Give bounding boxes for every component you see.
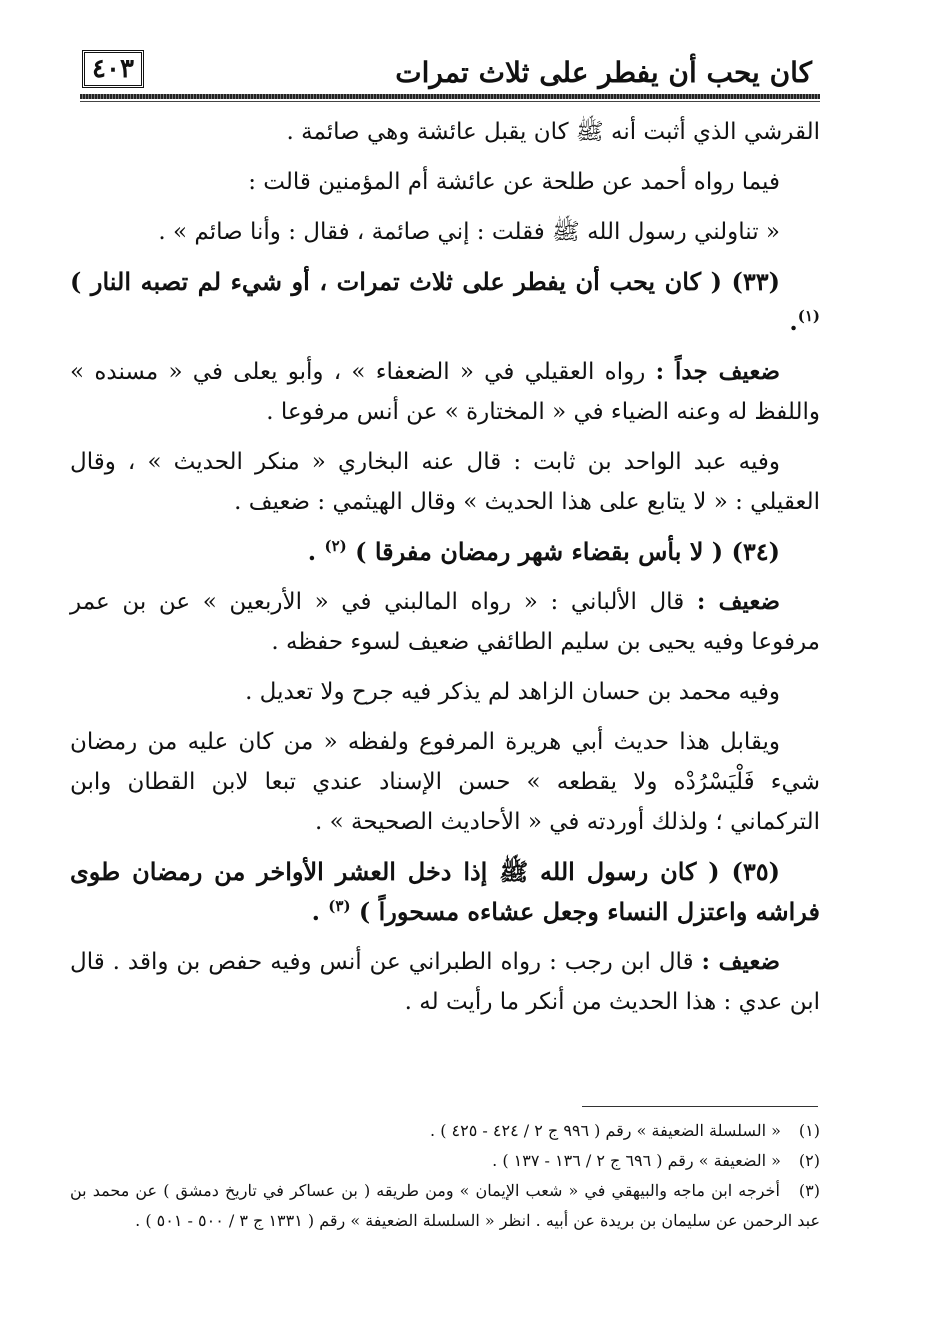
footnote-ref: (٣) xyxy=(328,897,351,915)
paragraph: وفيه محمد بن حسان الزاهد لم يذكر فيه جرح ولا تعديل . xyxy=(245,679,780,705)
hadith-heading-text: (٣٤) ( لا بأس بقضاء شهر رمضان مفرقا ) xyxy=(355,537,780,566)
page-header xyxy=(80,42,820,94)
paragraph: « تناولني رسول الله ﷺ فقلت : إني صائمة ، فقال : وأنا صائم » . xyxy=(158,219,780,245)
hadith-heading-text: (٣٣) ( كان يحب أن يفطر على ثلاث تمرات ، أو شيء لم تصبه النار ) xyxy=(70,267,780,296)
paragraph xyxy=(70,582,820,662)
footnote-ref: (١) xyxy=(797,307,820,325)
footnote-number: (١) xyxy=(798,1121,820,1140)
footnote-number: (٣) xyxy=(798,1181,821,1200)
footnotes xyxy=(70,1116,820,1236)
footnote-text: « السلسلة الضعيفة » رقم ( ٩٩٦ ج ٢ / ٤٢٤ - ٤٢٥ ) . xyxy=(430,1121,781,1140)
hadith-heading-34: (٣٤) ( لا بأس بقضاء شهر رمضان مفرقا ) $^{(٢)}$ . xyxy=(307,537,780,566)
footnote-number: (٢) xyxy=(798,1151,820,1170)
grading-label: ضعيف : xyxy=(696,588,780,615)
header-rule-thin xyxy=(80,101,820,102)
paragraph xyxy=(70,942,820,1022)
footnote xyxy=(70,1116,820,1146)
page-number: ٤٠٣ xyxy=(82,50,144,88)
hadith-heading-text: (٣٥) ( كان رسول الله ﷺ إذا دخل العشر الأواخر من رمضان طوى فراشه واعتزل النساء وجعل عشاءه مسحوراً ) xyxy=(70,857,820,926)
main-text xyxy=(70,112,820,1032)
footnote xyxy=(70,1146,820,1176)
paragraph-text: قال الألباني : « رواه المالبني في « الأربعين » عن بن عمر مرفوعا وفيه يحيى بن سليم الطائفي ضعيف لسوء حفظه . xyxy=(70,589,820,655)
paragraph: وفيه عبد الواحد بن ثابت : قال عنه البخاري « منكر الحديث » ، وقال العقيلي : « لا يتابع على هذا الحديث » وقال الهيثمي : ضعيف . xyxy=(70,449,820,515)
footnote-ref: (٢) xyxy=(324,537,347,555)
paragraph-text: رواه العقيلي في « الضعفاء » ، وأبو يعلى في « مسنده » واللفظ له وعنه الضياء في « المختارة » عن أنس مرفوعا . xyxy=(70,359,820,425)
footnote-separator xyxy=(582,1106,818,1107)
paragraph: القرشي الذي أثبت أنه ﷺ كان يقبل عائشة وهي صائمة . xyxy=(286,119,820,145)
grading-label: ضعيف جداً : xyxy=(655,358,781,385)
grading-label: ضعيف : xyxy=(701,948,780,975)
paragraph: ويقابل هذا حديث أبي هريرة المرفوع ولفظه « من كان عليه من رمضان شيء فَلْيَسْرُدْه ولا يقطعه » حسن الإسناد عندي تبعا لابن القطان وابن التركماني ؛ ولذلك أوردته في « الأحاديث الصحيحة » . xyxy=(70,729,820,835)
paragraph-text: قال ابن رجب : رواه الطبراني عن أنس وفيه حفص بن واقد . قال ابن عدي : هذا الحديث من أنكر ما رأيت له . xyxy=(70,949,820,1015)
footnote-text: أخرجه ابن ماجه والبيهقي في « شعب الإيمان » ومن طريقه ( بن عساكر في تاريخ دمشق ) عن محمد بن عبد الرحمن عن سليمان بن بريدة عن أبيه . انظر « السلسلة الضعيفة » رقم ( ١٣٣١ ج ٣ / ٥٠٠ - ٥٠١ ) . xyxy=(70,1181,820,1230)
header-rule xyxy=(80,94,820,99)
hadith-heading-33: (٣٣) ( كان يحب أن يفطر على ثلاث تمرات ، أو شيء لم تصبه النار ) $^{(١)}$. xyxy=(70,267,820,336)
paragraph: فيما رواه أحمد عن طلحة عن عائشة أم المؤمنين قالت : xyxy=(248,169,780,195)
paragraph xyxy=(70,352,820,432)
hadith-heading-35: (٣٥) ( كان رسول الله ﷺ إذا دخل العشر الأواخر من رمضان طوى فراشه واعتزل النساء وجعل عشاءه مسحوراً ) $^{(٣)}$ . xyxy=(70,857,820,926)
running-title: كان يحب أن يفطر على ثلاث تمرات xyxy=(395,56,812,89)
footnote-text: « الضعيفة » رقم ( ٦٩٦ ج ٢ / ١٣٦ - ١٣٧ ) . xyxy=(492,1151,781,1170)
footnote xyxy=(70,1176,820,1236)
